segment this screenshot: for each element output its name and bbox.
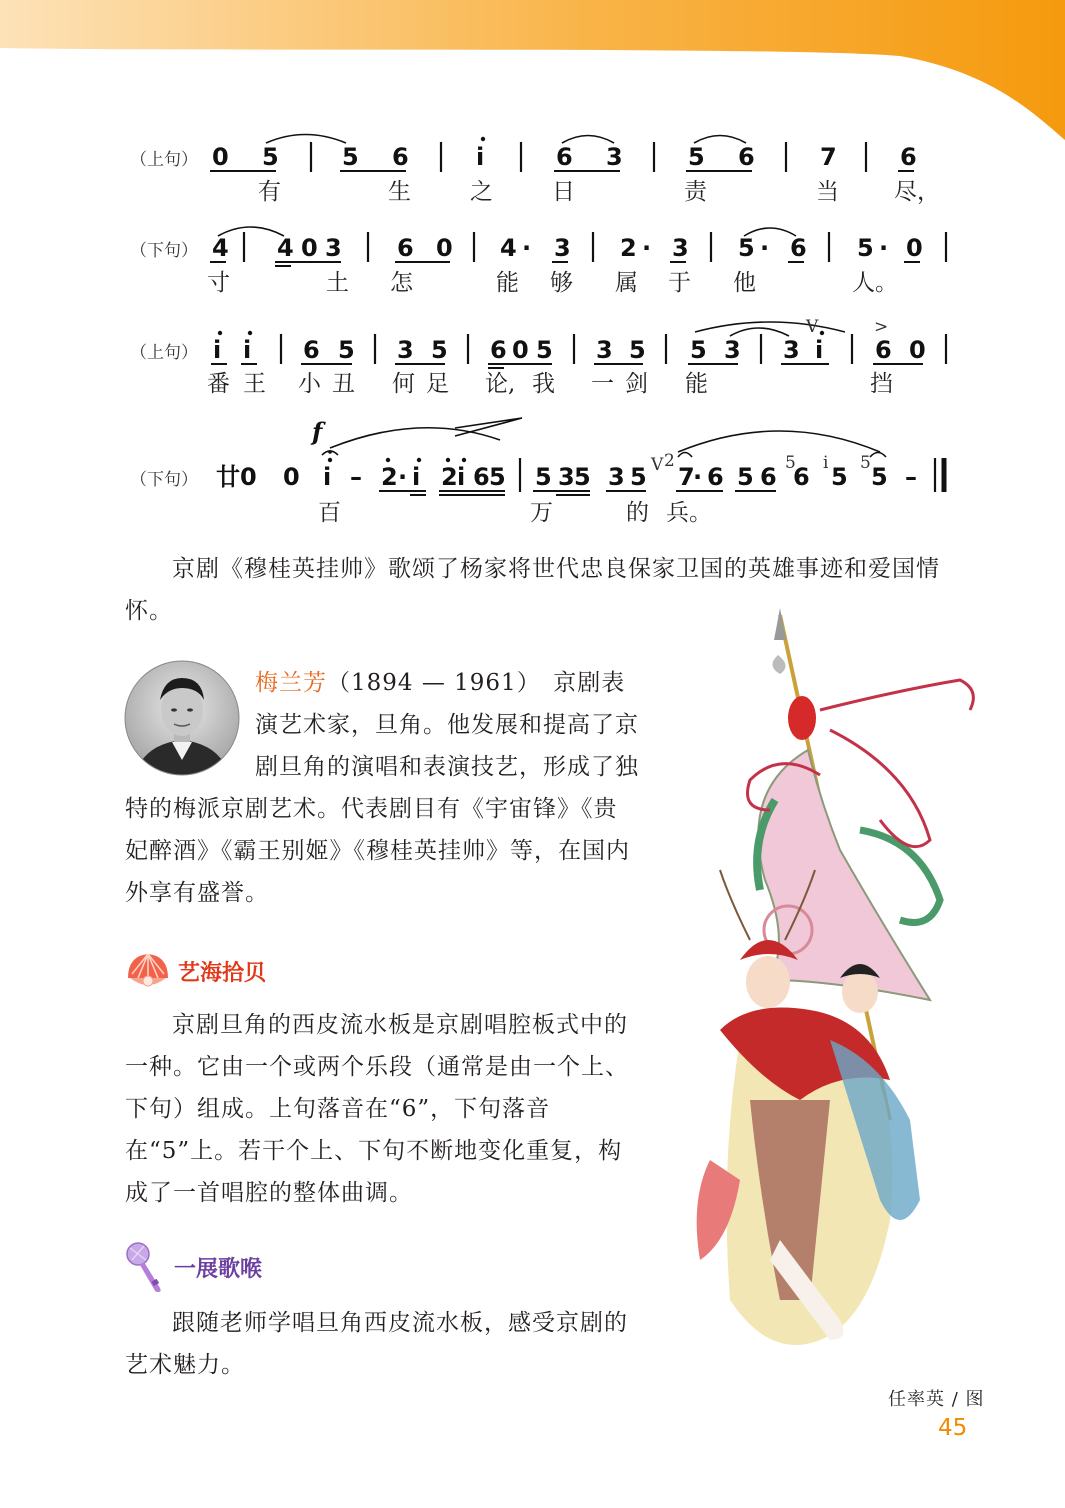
note: 6 xyxy=(738,143,755,171)
breath-mark: V xyxy=(806,317,819,337)
note: 2 xyxy=(441,463,458,491)
note: 6 xyxy=(707,463,724,491)
lyric: 寸 xyxy=(207,270,230,296)
note: i xyxy=(323,463,332,491)
note: 0 xyxy=(909,336,926,364)
lyric: 一 xyxy=(591,371,614,397)
intro-paragraph: 京剧《穆桂英挂帅》歌颂了杨家将世代忠良保家卫国的英雄事迹和爱国情怀。 xyxy=(125,556,940,624)
microphone-icon xyxy=(124,1240,168,1294)
note: 6 xyxy=(875,336,892,364)
grace-note: 5 xyxy=(785,453,796,473)
note: 5 xyxy=(738,234,755,262)
note: 5 xyxy=(871,463,888,491)
note: · xyxy=(642,234,652,262)
line1-label: （上句） xyxy=(130,150,198,170)
illustration-credit: 任率英 / 图 xyxy=(888,1389,985,1410)
section-yihai-text: 京剧旦角的西皮流水板是京剧唱腔板式中的一种。它由一个或两个乐段（通常是由一个上、下句）组成。上句落音在“6”，下句落音在“5”上。若干个上、下句不断地变化重复，构成了一首唱腔的整体曲调。 xyxy=(125,1012,629,1206)
note: 6 xyxy=(392,143,409,171)
note: i xyxy=(815,336,824,364)
note: 5 xyxy=(629,336,646,364)
bio-name: 梅兰芳 xyxy=(255,670,327,696)
numbered-music-score xyxy=(0,0,1065,540)
score-line-4 xyxy=(130,417,944,526)
lyric: 兵。 xyxy=(666,500,712,526)
lyric: 于 xyxy=(668,270,691,296)
note: i xyxy=(457,463,466,491)
lyric: 百 xyxy=(318,500,341,526)
note: 0 xyxy=(283,463,300,491)
section-sing-heading xyxy=(124,1240,262,1294)
lyric: 日 xyxy=(552,179,575,205)
line4-label: （下句） xyxy=(130,470,198,490)
note: 5 xyxy=(489,463,506,491)
note: 3 xyxy=(606,143,623,171)
note: 6 xyxy=(790,234,807,262)
note: 5 xyxy=(262,143,279,171)
note: i xyxy=(213,336,222,364)
lyric: 丑 xyxy=(332,371,355,397)
bio-text: （1894 — 1961） 京剧表演艺术家，旦角。他发展和提高了京剧旦角的演唱和表演技艺，形成了独特的梅派京剧艺术。代表剧目有《宇宙锋》《贵妃醉酒》《霸王别姬》《穆桂英挂帅》等，在国内外享有盛誉。 xyxy=(125,670,639,906)
note: – xyxy=(905,463,917,491)
note: 7 xyxy=(820,143,837,171)
note: 5 xyxy=(737,463,754,491)
note: i xyxy=(476,143,485,171)
note: 6 xyxy=(397,234,414,262)
breath-mark: V xyxy=(651,455,664,475)
mu-guiying-illustration xyxy=(680,600,1010,1380)
line3-label: （上句） xyxy=(130,343,198,363)
lyric: 责 xyxy=(684,179,707,205)
lyric: 能 xyxy=(685,371,708,397)
dynamic-forte: f xyxy=(312,417,323,446)
note: 5 xyxy=(431,336,448,364)
note: 6 xyxy=(760,463,777,491)
note: 3 xyxy=(554,234,571,262)
note: · xyxy=(879,234,889,262)
lyric: 我 xyxy=(532,371,555,397)
lyric: 人。 xyxy=(852,270,898,296)
lyric: 万 xyxy=(530,500,553,526)
note: 0 xyxy=(436,234,453,262)
lyric: 属 xyxy=(615,270,638,296)
note: 6 xyxy=(556,143,573,171)
lyric: 论, xyxy=(485,371,516,397)
grace-note: i xyxy=(823,453,829,473)
note: 5 xyxy=(535,463,552,491)
note: 廿 xyxy=(216,463,240,491)
shell-icon xyxy=(124,948,172,994)
lyric: 生 xyxy=(388,179,411,205)
note: · xyxy=(522,234,532,262)
note: 3 xyxy=(672,234,689,262)
score-line-1 xyxy=(130,135,940,206)
note: 7 xyxy=(678,463,695,491)
note: 5 xyxy=(536,336,553,364)
note: 5 xyxy=(690,336,707,364)
lyric: 足 xyxy=(426,371,449,397)
note: – xyxy=(350,463,362,491)
note: 3 xyxy=(724,336,741,364)
note: 0 xyxy=(212,143,229,171)
lyric: 何 xyxy=(392,371,415,397)
note: 5 xyxy=(338,336,355,364)
note: 6 xyxy=(473,463,490,491)
lyric: 的 xyxy=(626,500,649,526)
line2-label: （下句） xyxy=(130,241,198,261)
note: 6 xyxy=(303,336,320,364)
lyric: 番 xyxy=(207,371,230,397)
note: 3 xyxy=(558,463,575,491)
section-sing-text: 跟随老师学唱旦角西皮流水板，感受京剧的艺术魅力。 xyxy=(125,1310,628,1378)
lyric: 剑 xyxy=(625,371,648,397)
section-yihai-heading xyxy=(124,948,266,994)
score-line-2 xyxy=(130,227,946,296)
note: · xyxy=(760,234,770,262)
note: 3 xyxy=(608,463,625,491)
lyric: 之 xyxy=(470,179,493,205)
note: 5 xyxy=(574,463,591,491)
page-number: 45 xyxy=(938,1415,968,1441)
note: 5 xyxy=(831,463,848,491)
note: 3 xyxy=(325,234,342,262)
note: 4 xyxy=(212,234,229,262)
note: i xyxy=(243,336,252,364)
note: 2 xyxy=(620,234,637,262)
lyric: 够 xyxy=(550,270,573,296)
grace-note: 5 xyxy=(860,453,871,473)
lyric: 王 xyxy=(243,371,266,397)
grace-note: 2 xyxy=(664,451,675,471)
note: 6 xyxy=(490,336,507,364)
accent-mark: > xyxy=(874,317,889,337)
score-line-3 xyxy=(130,317,946,397)
portrait-spacer xyxy=(125,662,255,787)
lyric: 尽， xyxy=(894,179,940,205)
note: 5 xyxy=(630,463,647,491)
section-yihai-title: 艺海拾贝 xyxy=(178,960,267,986)
note: · xyxy=(693,463,703,491)
note: i xyxy=(412,463,421,491)
note: · xyxy=(398,463,408,491)
note: 3 xyxy=(397,336,414,364)
note: 5 xyxy=(342,143,359,171)
note: 6 xyxy=(900,143,917,171)
lyric: 当 xyxy=(816,179,839,205)
note: 3 xyxy=(783,336,800,364)
lyric: 怎 xyxy=(390,270,413,296)
note: 6 xyxy=(793,463,810,491)
note: 5 xyxy=(688,143,705,171)
note: 0 xyxy=(512,336,529,364)
note: 4 xyxy=(277,234,294,262)
lyric: 他 xyxy=(733,270,756,296)
lyric: 土 xyxy=(326,270,349,296)
note: 2 xyxy=(381,463,398,491)
lyric: 有 xyxy=(258,179,281,205)
note: 0 xyxy=(240,463,257,491)
section-sing-title: 一展歌喉 xyxy=(174,1256,263,1282)
note: 0 xyxy=(906,234,923,262)
note: 0 xyxy=(301,234,318,262)
note: 5 xyxy=(857,234,874,262)
lyric: 小 xyxy=(298,371,321,397)
note: 3 xyxy=(596,336,613,364)
lyric: 能 xyxy=(496,270,519,296)
lyric: 挡 xyxy=(870,371,893,397)
note: 4 xyxy=(500,234,517,262)
bio-paragraph xyxy=(125,662,640,914)
